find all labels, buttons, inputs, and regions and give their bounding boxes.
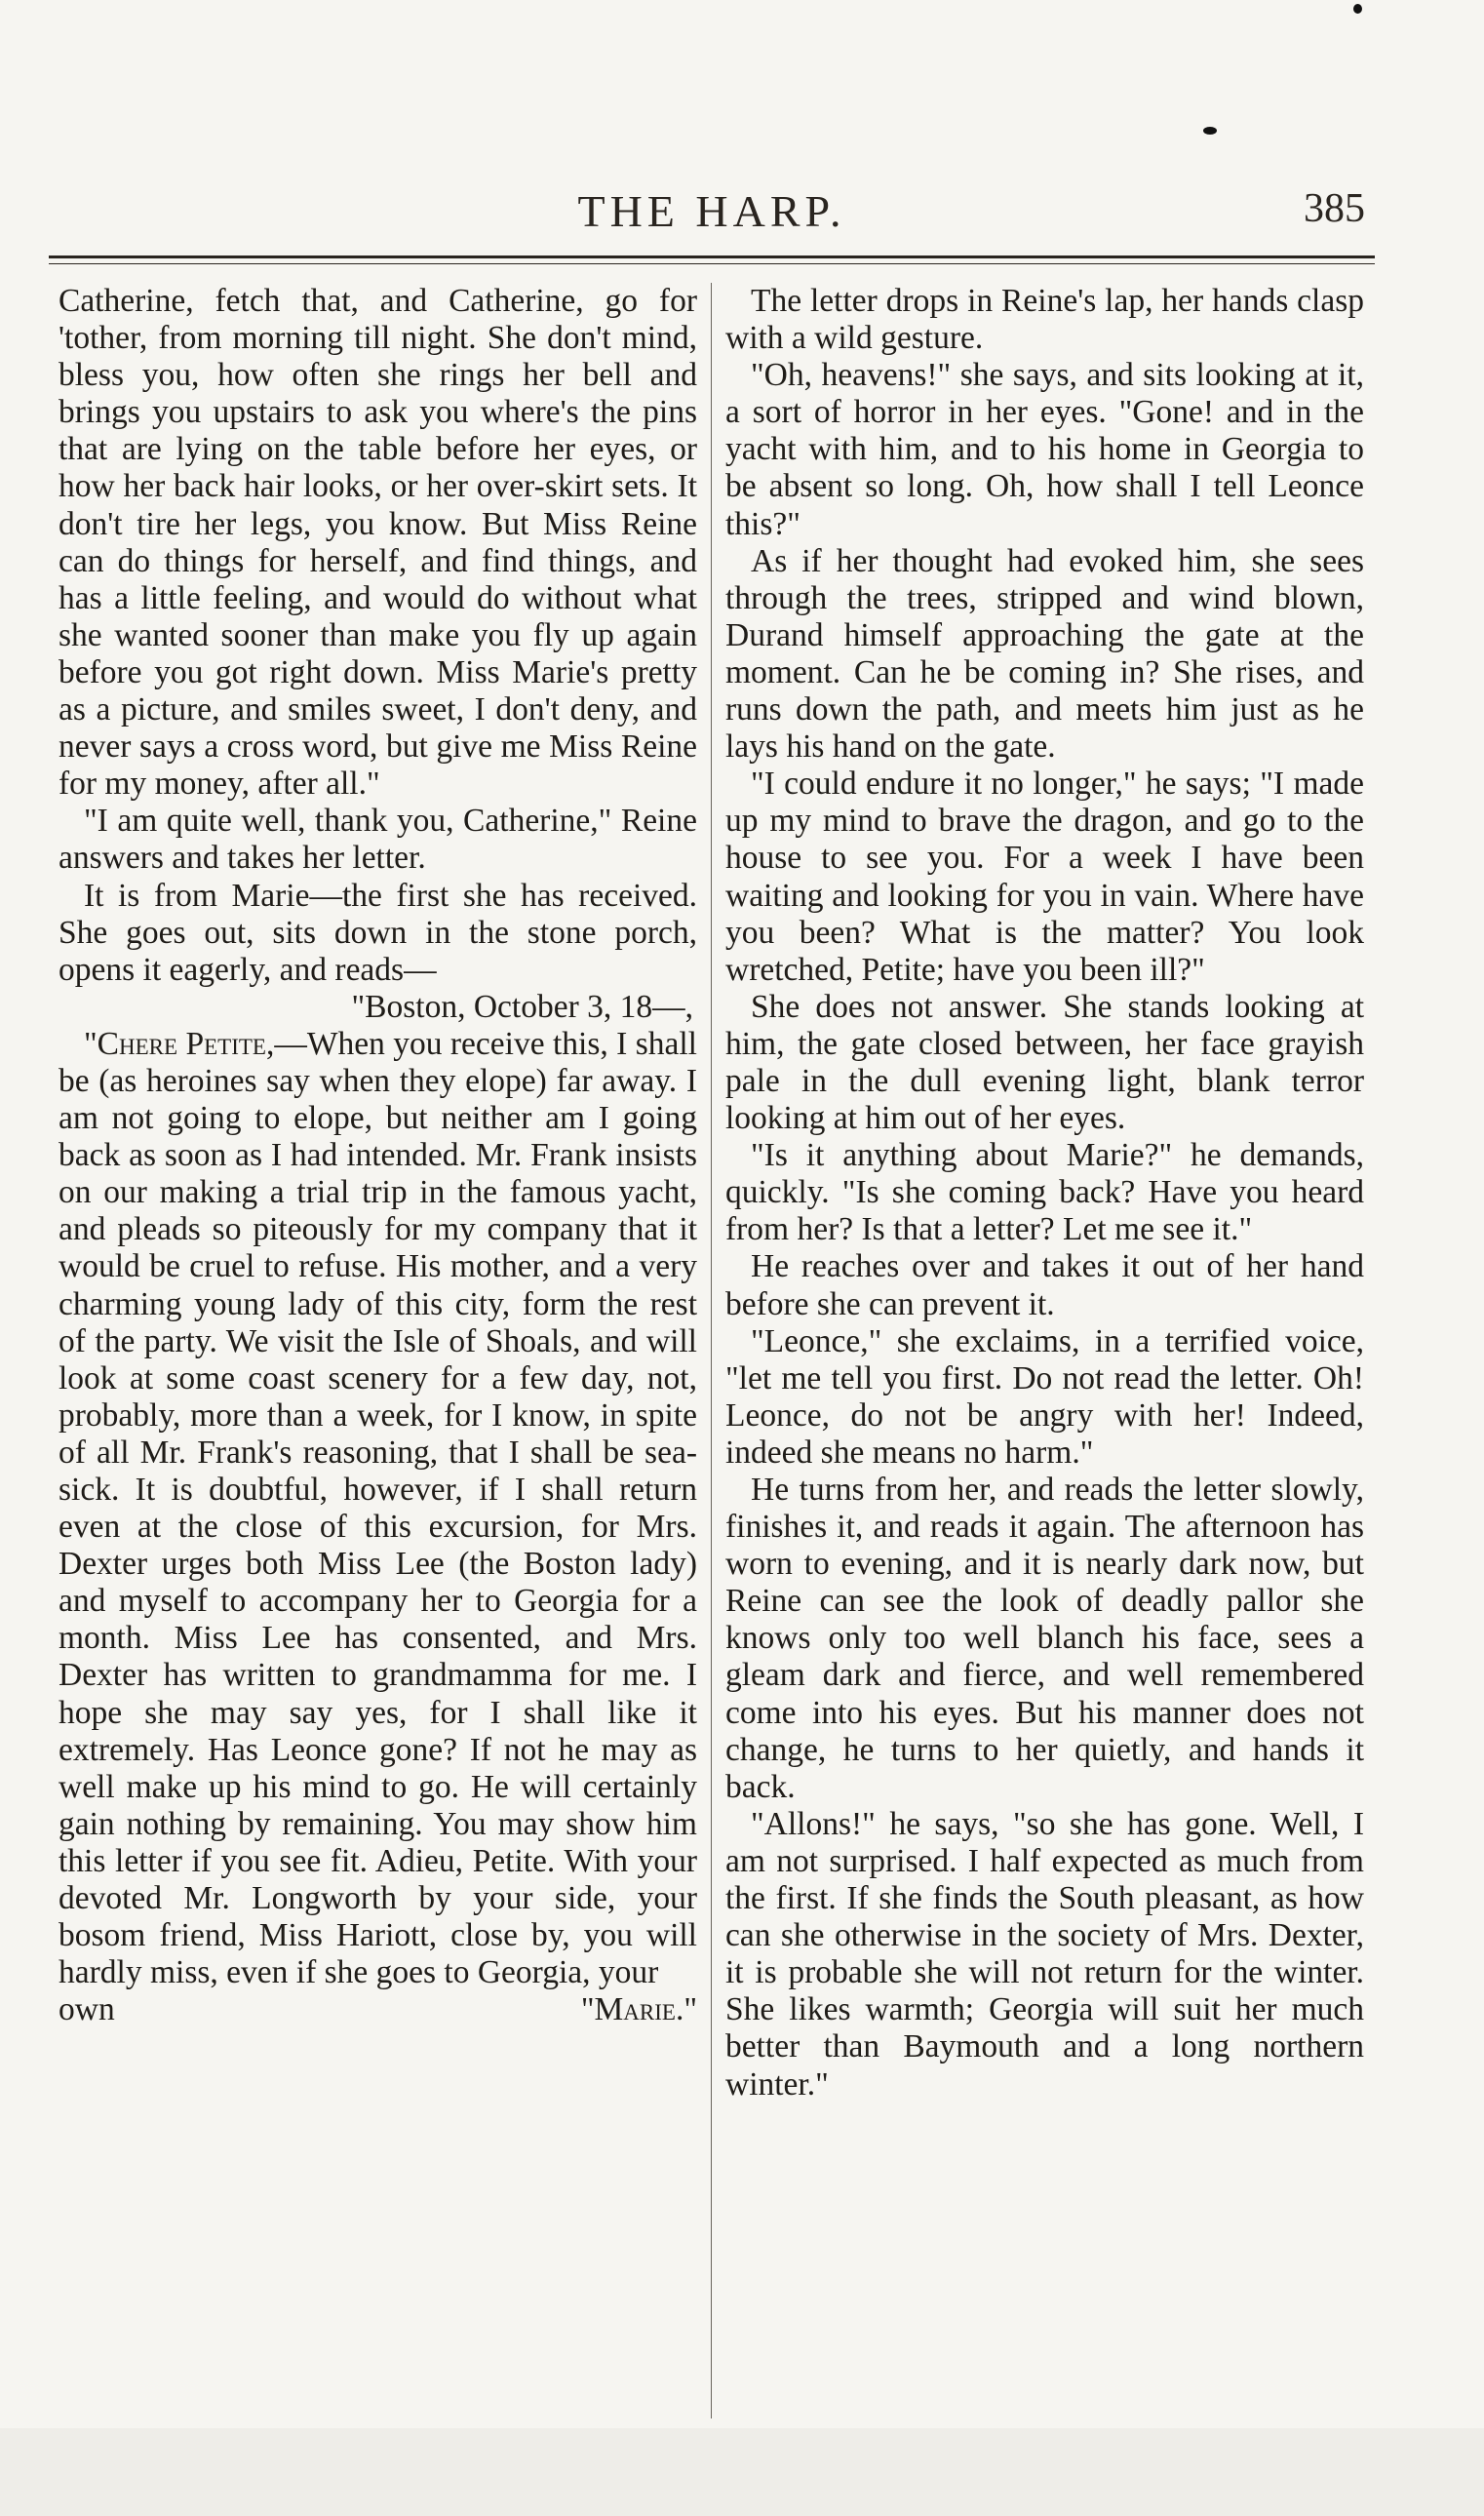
header-rule-thick	[49, 256, 1375, 258]
page-header	[49, 185, 1375, 263]
paragraph: "Oh, heavens!" she says, and sits looking at it, a sort of horror in her eyes. "Gone! and in the yacht with him, and to his home in Georgia to be absent so long. Oh, how shall I tell Leonce this?"	[725, 357, 1364, 542]
letter-salutation: "Chere Petite,	[84, 1025, 275, 1062]
ink-speck	[1203, 127, 1217, 135]
paragraph: He reaches over and takes it out of her hand before she can prevent it.	[725, 1248, 1364, 1322]
ink-speck	[1353, 4, 1362, 14]
paragraph: "Is it anything about Marie?" he demands, quickly. "Is she coming back? Have you heard from her? Is that a letter? Let me see it."	[725, 1137, 1364, 1248]
letter-date-line: "Boston, October 3, 18—,	[351, 988, 693, 1025]
column-divider	[711, 283, 712, 2418]
letter-text: —When you receive this, I shall be (as heroines say when they elope) far away. I am not going to elope, but neither am I going back as soon as I had intended. Mr. Frank insists on our making a trial trip in the famous yacht, and pleads so piteously for my company that it would be cruel to refuse. His mother, and a very charming young lady of this city, form the rest of the party. We visit the Isle of Shoals, and will look at some coast scenery for a few day, not, probably, more than a week, for I know, in spite of all Mr. Frank's reasoning, that I shall be sea-sick. It is doubtful, however, if I shall return even at the close of this excursion, for Mrs. Dexter urges both Miss Lee (the Boston lady) and myself to accompany her to Georgia for a month. Miss Lee has consented, and Mrs. Dexter has written to grandmamma for me. I hope she may say yes, for I shall like it extremely. Has Leonce gone? If not he may as well make up his mind to go. He will certainly gain nothing by remaining. You may show him this letter if you see fit. Adieu, Petite. With your devoted Mr. Longworth by your side, your bosom friend, Miss Hariott, close by, you will hardly miss, even if she goes to Georgia, your	[59, 1025, 697, 1991]
header-rule-thin	[49, 263, 1375, 264]
paragraph: "Allons!" he says, "so she has gone. Well, I am not surprised. I half expected as much from the first. If she finds the South pleasant, as how can she otherwise in the society of Mrs. Dexter, it is probable she will not return for the winter. She likes warmth; Georgia will suit her much better than Baymouth and a long northern winter."	[725, 1805, 1364, 2103]
letter-body	[59, 1026, 697, 1991]
right-column	[725, 283, 1364, 2103]
paragraph: "Leonce," she exclaims, in a terrified voice, "let me tell you first. Do not read the letter. Oh! Leonce, do not be angry with her! Indeed, indeed she means no harm."	[725, 1322, 1364, 1471]
paragraph: As if her thought had evoked him, she sees through the trees, stripped and wind blown, Durand himself approaching the gate at the moment. Can he be coming in? She rises, and runs down the path, and meets him just as he lays his hand on the gate.	[725, 542, 1364, 766]
page-number: 385	[1304, 186, 1365, 231]
paragraph: She does not answer. She stands looking at him, the gate closed between, her face grayish pale in the dull evening light, blank terror looking at him out of her eyes.	[725, 988, 1364, 1137]
paragraph: "I could endure it no longer," he says; "I made up my mind to brave the dragon, and go to the house to see you. For a week I have been waiting and looking for you in vain. Where have you been? What is the matter? You look wretched, Petite; have you been ill?"	[725, 766, 1364, 988]
signature-own: own	[59, 1991, 115, 2028]
signature-name: "Marie."	[580, 1991, 697, 2028]
paragraph: It is from Marie—the first she has received. She goes out, sits down in the stone porch, opens it eagerly, and reads—	[59, 877, 697, 988]
left-column	[59, 283, 697, 2028]
paragraph: Catherine, fetch that, and Catherine, go for 'tother, from morning till night. She don't mind, bless you, how often she rings her bell and brings you upstairs to ask you where's the pins that are lying on the table before her eyes, or how her back hair looks, or her over-skirt sets. It don't tire her legs, you know. But Miss Reine can do things for herself, and find things, and has a little feeling, and would do without what she wanted sooner than make you fly up again before you got right down. Miss Marie's pretty as a picture, and smiles sweet, I don't deny, and never says a cross word, but give me Miss Reine for my money, after all."	[59, 283, 697, 803]
paragraph: The letter drops in Reine's lap, her hands clasp with a wild gesture.	[725, 283, 1364, 357]
paragraph: "I am quite well, thank you, Catherine," Reine answers and takes her letter.	[59, 803, 697, 877]
page-bottom-margin	[0, 2428, 1484, 2516]
running-title: THE HARP.	[577, 186, 846, 236]
letter-signature-line	[59, 1991, 697, 2028]
paragraph: He turns from her, and reads the letter slowly, finishes it, and reads it again. The afternoon has worn to evening, and it is nearly dark now, but Reine can see the look of deadly pallor she knows only too well blanch his face, sees a gleam dark and fierce, and well remembered come into his eyes. But his manner does not change, he turns to her quietly, and hands it back.	[725, 1472, 1364, 1805]
